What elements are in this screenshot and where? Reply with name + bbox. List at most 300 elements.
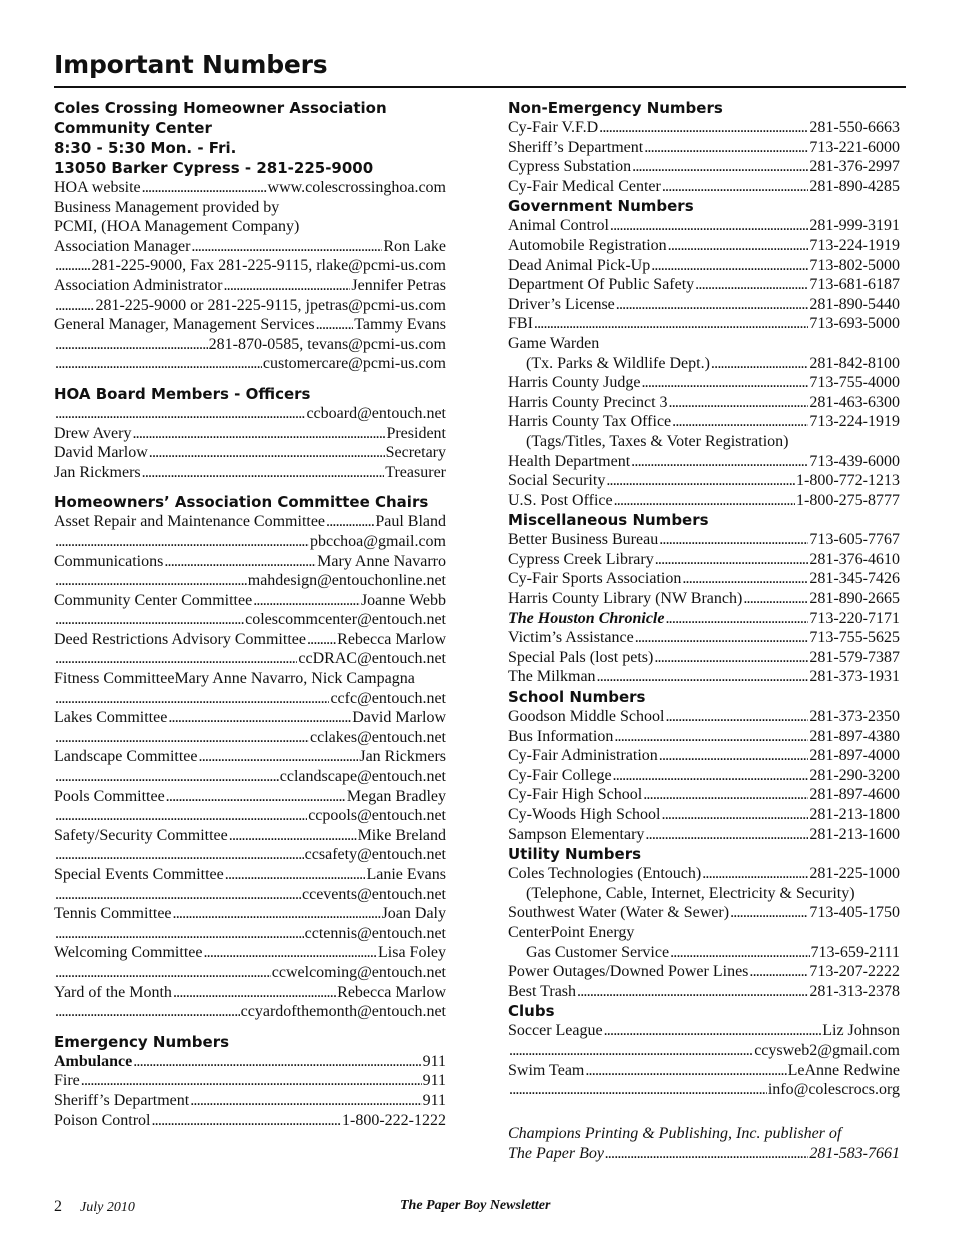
coles-tech-note: (Telephone, Cable, Internet, Electricity & Security) bbox=[526, 884, 855, 902]
row-value: mahdesign@entouchonline.net bbox=[247, 572, 446, 590]
tax-office-note: (Tags/Titles, Taxes & Voter Registration) bbox=[526, 432, 789, 450]
row-value: ccyardofthemonth@entouch.net bbox=[240, 1003, 446, 1021]
emergency-row bbox=[54, 1091, 446, 1111]
dot-leader bbox=[203, 943, 377, 963]
row-value: colescommcenter@entouch.net bbox=[245, 611, 446, 629]
issue-date: July 2010 bbox=[80, 1200, 135, 1215]
row-label: Social Security bbox=[508, 472, 606, 490]
row-label: Deed Restrictions Advisory Committee bbox=[54, 630, 306, 648]
row-label: Goodson Middle School bbox=[508, 708, 665, 726]
game-warden-row: (Tx. Parks & Wildlife Dept.) . . . 281-842-8100 bbox=[508, 354, 900, 374]
government-list bbox=[508, 216, 900, 334]
row-value: 281-890-4285 bbox=[809, 177, 900, 195]
gm-row: General Manager, Management Services . . . Tammy Evans bbox=[54, 315, 446, 335]
row-label: Better Business Bureau bbox=[508, 531, 659, 549]
row-value: 713-755-4000 bbox=[809, 374, 900, 392]
dot-leader bbox=[55, 924, 304, 944]
row-value: 281-897-4600 bbox=[809, 786, 900, 804]
row-value: 713-693-5000 bbox=[809, 315, 900, 333]
row-label: Asset Repair and Maintenance Committee bbox=[54, 513, 326, 531]
mgmt-line-1: Business Management provided by bbox=[54, 198, 280, 216]
non-emergency-list bbox=[508, 118, 900, 196]
row-value: Jan Rickmers bbox=[359, 748, 446, 766]
row-value: Mike Breland bbox=[357, 826, 446, 844]
school-heading: School Numbers bbox=[508, 688, 646, 707]
dot-leader bbox=[743, 589, 808, 609]
dot-leader bbox=[665, 609, 808, 629]
committee-row bbox=[54, 512, 446, 532]
misc-row bbox=[508, 667, 900, 687]
row-label: Cy-Fair V.F.D bbox=[508, 119, 599, 136]
row-value: Mary Anne Navarro bbox=[317, 552, 446, 570]
school-row bbox=[508, 766, 900, 786]
row-label: Sheriff’s Department bbox=[508, 138, 644, 156]
dot-leader bbox=[659, 530, 808, 550]
emergency-row bbox=[54, 1071, 446, 1091]
committee-email-row bbox=[54, 924, 446, 944]
government-row bbox=[508, 491, 900, 511]
row-label: Harris County Tax Office bbox=[508, 413, 672, 431]
hoa-address: 13050 Barker Cypress - 281-225-9000 bbox=[54, 159, 374, 177]
dot-leader bbox=[307, 630, 336, 650]
committee-row bbox=[54, 708, 446, 728]
committee-email-row bbox=[54, 806, 446, 826]
misc-row bbox=[508, 628, 900, 648]
customer-care-row: . . . customercare@pcmi-us.com bbox=[54, 354, 446, 374]
dot-leader bbox=[614, 727, 808, 747]
committee-row bbox=[54, 865, 446, 885]
page-number: 2 bbox=[54, 1198, 62, 1215]
row-value: ccwelcoming@entouch.net bbox=[271, 963, 446, 981]
row-label: Fitness Committee bbox=[54, 670, 175, 688]
board-email-row: . . . ccboard@entouch.net bbox=[54, 404, 446, 424]
school-row bbox=[508, 727, 900, 747]
row-value: ccevents@entouch.net bbox=[301, 885, 446, 903]
government-row bbox=[508, 295, 900, 315]
row-label: Sheriff’s Department bbox=[54, 1091, 190, 1109]
row-value: ccsafety@entouch.net bbox=[304, 846, 446, 864]
dot-leader bbox=[668, 236, 809, 256]
hoa-heading-2: Community Center bbox=[54, 119, 212, 137]
row-label: U.S. Post Office bbox=[508, 491, 613, 509]
row-value: 713-221-6000 bbox=[809, 138, 900, 156]
non-emergency-row bbox=[508, 177, 900, 197]
board-list bbox=[54, 424, 446, 483]
swim-row: Swim Team . . . LeAnne Redwine bbox=[508, 1061, 900, 1081]
page-title: Important Numbers bbox=[54, 50, 328, 79]
row-label: Victim’s Assistance bbox=[508, 629, 634, 647]
committee-email-row bbox=[54, 532, 446, 552]
dot-leader bbox=[55, 689, 329, 709]
dot-leader bbox=[654, 648, 808, 668]
dot-leader bbox=[55, 845, 304, 865]
committee-email-row bbox=[54, 885, 446, 905]
government-row bbox=[508, 452, 900, 472]
centerpoint-title: CenterPoint Energy bbox=[508, 923, 635, 941]
row-label: David Marlow bbox=[54, 444, 148, 462]
dot-leader bbox=[199, 747, 359, 767]
dot-leader bbox=[166, 787, 346, 807]
row-value: 281-999-3191 bbox=[809, 217, 900, 235]
power-outage-row: Power Outages/Downed Power Lines . . . 713-207-2222 bbox=[508, 962, 900, 982]
misc-row bbox=[508, 609, 900, 629]
row-label: Cy-Fair High School bbox=[508, 786, 643, 804]
dot-leader bbox=[133, 1052, 421, 1072]
footer-left bbox=[54, 1198, 135, 1216]
row-label: Tennis Committee bbox=[54, 905, 172, 923]
row-value: 281-373-2350 bbox=[809, 708, 900, 726]
row-value: ccfc@entouch.net bbox=[330, 689, 446, 707]
credit-line-1: Champions Printing & Publishing, Inc. publisher of bbox=[508, 1125, 842, 1142]
committee-email-row bbox=[54, 610, 446, 630]
misc-row bbox=[508, 589, 900, 609]
row-label: Pools Committee bbox=[54, 787, 165, 805]
mgmt-line-2: PCMI, (HOA Management Company) bbox=[54, 218, 300, 236]
committee-row bbox=[54, 747, 446, 767]
government-list-3 bbox=[508, 452, 900, 511]
committee-email-row bbox=[54, 1002, 446, 1022]
dot-leader bbox=[55, 610, 244, 630]
government-heading: Government Numbers bbox=[508, 197, 694, 216]
school-row bbox=[508, 746, 900, 766]
gas-service-row: Gas Customer Service . . . 713-659-2111 bbox=[508, 943, 900, 963]
southwest-water-row: Southwest Water (Water & Sewer) . . . 713-405-1750 bbox=[508, 903, 900, 923]
school-row bbox=[508, 825, 900, 845]
dot-leader bbox=[599, 118, 808, 138]
hoa-website-link: www.colescrossinghoa.com bbox=[267, 179, 446, 196]
row-value: 281-579-7387 bbox=[809, 648, 900, 666]
row-label: Ambulance bbox=[54, 1052, 133, 1070]
row-value: 713-224-1919 bbox=[809, 413, 900, 431]
row-label: Department Of Public Safety bbox=[508, 276, 695, 294]
gm-contact-row: . . . 281-870-0585, tevans@pcmi-us.com bbox=[54, 335, 446, 355]
publisher-credit bbox=[508, 1124, 900, 1164]
row-value: Lanie Evans bbox=[366, 866, 446, 883]
school-list bbox=[508, 707, 900, 844]
dot-leader bbox=[55, 806, 307, 826]
row-value: 281-376-2997 bbox=[809, 158, 900, 176]
row-value: 713-681-6187 bbox=[809, 276, 900, 294]
row-label: Cy-Fair Administration bbox=[508, 747, 658, 765]
title-rule bbox=[54, 86, 906, 88]
coles-tech-row: Coles Technologies (Entouch) . . . 281-225-1000 bbox=[508, 864, 900, 884]
row-value: pbcchoa@gmail.com bbox=[309, 532, 446, 550]
non-emergency-row bbox=[508, 138, 900, 158]
dot-leader bbox=[644, 138, 808, 158]
row-value: President bbox=[386, 424, 446, 442]
committee-email-row bbox=[54, 689, 446, 709]
dot-leader bbox=[190, 1091, 421, 1111]
row-label: Communications bbox=[54, 552, 164, 570]
dot-leader bbox=[55, 885, 301, 905]
dot-leader bbox=[132, 424, 385, 444]
dot-leader bbox=[151, 1111, 341, 1131]
misc-list bbox=[508, 530, 900, 687]
dot-leader bbox=[669, 393, 809, 413]
row-value: 281-213-1600 bbox=[809, 825, 900, 843]
row-value: 1-800-772-1213 bbox=[796, 472, 900, 490]
left-column bbox=[54, 98, 446, 1130]
dot-leader bbox=[651, 256, 808, 276]
dot-leader bbox=[168, 708, 351, 728]
row-value: 281-897-4380 bbox=[809, 727, 900, 745]
row-value: 281-213-1800 bbox=[809, 806, 900, 823]
row-label: Jan Rickmers bbox=[54, 463, 141, 481]
soccer-email-row: . . . ccysweb2@gmail.com bbox=[508, 1041, 900, 1061]
row-value: 911 bbox=[422, 1052, 446, 1070]
dot-leader bbox=[55, 963, 271, 983]
row-value: 713-802-5000 bbox=[809, 256, 900, 274]
committee-row bbox=[54, 630, 446, 650]
committee-email-row bbox=[54, 963, 446, 983]
dot-leader bbox=[606, 471, 795, 491]
dot-leader bbox=[142, 463, 385, 483]
row-value: Joan Daly bbox=[381, 905, 446, 923]
non-emergency-heading: Non-Emergency Numbers bbox=[508, 99, 723, 117]
game-warden-title: Game Warden bbox=[508, 334, 600, 352]
school-row bbox=[508, 805, 900, 825]
row-value: 281-290-3200 bbox=[809, 766, 900, 784]
row-value: Paul Bland bbox=[375, 513, 446, 531]
dot-leader bbox=[55, 1002, 240, 1022]
dot-leader bbox=[55, 767, 279, 787]
dot-leader bbox=[662, 805, 809, 825]
publication-name: The Paper Boy Newsletter bbox=[400, 1198, 551, 1213]
government-row bbox=[508, 314, 900, 334]
row-value: 281-890-5440 bbox=[809, 295, 900, 313]
row-label: Welcoming Committee bbox=[54, 944, 203, 962]
dot-leader bbox=[534, 314, 808, 334]
row-label: Poison Control bbox=[54, 1111, 151, 1129]
row-value: David Marlow bbox=[352, 709, 446, 727]
row-label: Cy-Fair Medical Center bbox=[508, 177, 661, 195]
best-trash-row: Best Trash . . . 281-313-2378 bbox=[508, 982, 900, 1002]
school-row bbox=[508, 707, 900, 727]
dot-leader bbox=[229, 826, 357, 846]
committee-row bbox=[54, 669, 446, 689]
misc-row bbox=[508, 569, 900, 589]
row-value: Lisa Foley bbox=[378, 944, 446, 962]
committee-row bbox=[54, 826, 446, 846]
row-label: The Milkman bbox=[508, 668, 596, 686]
committee-row bbox=[54, 904, 446, 924]
committee-row bbox=[54, 787, 446, 807]
dot-leader bbox=[645, 825, 808, 845]
row-label: The Houston Chronicle bbox=[508, 609, 665, 627]
row-label: Fire bbox=[54, 1072, 80, 1090]
dot-leader bbox=[225, 865, 366, 885]
row-label: Automobile Registration bbox=[508, 236, 667, 254]
dot-leader bbox=[662, 177, 809, 197]
misc-heading: Miscellaneous Numbers bbox=[508, 511, 709, 530]
row-value: ccDRAC@entouch.net bbox=[298, 650, 446, 668]
emergency-list bbox=[54, 1052, 446, 1130]
committees-heading: Homeowners’ Association Committee Chairs bbox=[54, 493, 429, 512]
dot-leader bbox=[641, 373, 808, 393]
manager-row: Association Manager . . . Ron Lake bbox=[54, 237, 446, 257]
dot-leader bbox=[164, 552, 316, 572]
government-row bbox=[508, 216, 900, 236]
dot-leader bbox=[81, 1071, 422, 1091]
dot-leader bbox=[635, 628, 809, 648]
dot-leader bbox=[253, 591, 360, 611]
row-label: Cy-Fair College bbox=[508, 766, 612, 784]
soccer-row: Soccer League . . . Liz Johnson bbox=[508, 1021, 900, 1041]
misc-row bbox=[508, 648, 900, 668]
non-emergency-row bbox=[508, 118, 900, 138]
committee-email-row bbox=[54, 767, 446, 787]
row-label: Cy-Fair Sports Association bbox=[508, 570, 682, 588]
dot-leader bbox=[173, 983, 336, 1003]
government-row bbox=[508, 256, 900, 276]
row-label: Landscape Committee bbox=[54, 748, 198, 766]
board-member-row bbox=[54, 424, 446, 444]
board-member-row bbox=[54, 443, 446, 463]
dot-leader bbox=[149, 443, 385, 463]
board-heading: HOA Board Members - Officers bbox=[54, 384, 311, 403]
dot-leader bbox=[173, 904, 381, 924]
dot-leader bbox=[655, 550, 809, 570]
row-value: 281-463-6300 bbox=[809, 393, 900, 411]
row-label: Yard of the Month bbox=[54, 983, 172, 1001]
row-value: 911 bbox=[422, 1091, 446, 1109]
dot-leader bbox=[695, 275, 808, 295]
row-label: FBI bbox=[508, 315, 533, 333]
row-value: Megan Bradley bbox=[346, 787, 446, 805]
school-row bbox=[508, 785, 900, 805]
hoa-heading-1: Coles Crossing Homeowner Association bbox=[54, 99, 387, 117]
manager-contact-row: . . . 281-225-9000, Fax 281-225-9115, rlake@pcmi-us.com bbox=[54, 256, 446, 276]
dot-leader bbox=[55, 728, 309, 748]
row-label: Sampson Elementary bbox=[508, 825, 645, 843]
row-label: Cypress Creek Library bbox=[508, 550, 654, 568]
dot-leader bbox=[632, 157, 808, 177]
committee-row bbox=[54, 591, 446, 611]
row-label: Community Center Committee bbox=[54, 591, 253, 609]
row-label: Special Events Committee bbox=[54, 866, 224, 883]
row-value: Secretary bbox=[385, 444, 446, 462]
row-label: Driver’s License bbox=[508, 295, 615, 313]
government-list-2 bbox=[508, 373, 900, 432]
committee-email-row bbox=[54, 571, 446, 591]
non-emergency-row bbox=[508, 157, 900, 177]
row-value: 281-890-2665 bbox=[809, 590, 900, 608]
dot-leader bbox=[631, 452, 808, 472]
row-value: cclakes@entouch.net bbox=[309, 728, 446, 746]
board-member-row bbox=[54, 463, 446, 483]
row-value: Rebecca Marlow bbox=[337, 630, 446, 648]
row-label: Cypress Substation bbox=[508, 158, 632, 176]
row-value: 713-220-7171 bbox=[809, 609, 900, 627]
row-label: Bus Information bbox=[508, 727, 614, 745]
row-value: cclandscape@entouch.net bbox=[279, 768, 446, 786]
utility-heading: Utility Numbers bbox=[508, 845, 642, 864]
row-value: 1-800-275-8777 bbox=[796, 491, 900, 509]
admin-contact-row: . . . 281-225-9000 or 281-225-9115, jpetras@pcmi-us.com bbox=[54, 296, 446, 316]
row-label: Lakes Committee bbox=[54, 709, 168, 727]
government-row bbox=[508, 236, 900, 256]
admin-row: Association Administrator . . . Jennifer Petras bbox=[54, 276, 446, 296]
row-value: 713-439-6000 bbox=[809, 452, 900, 470]
committee-email-row bbox=[54, 728, 446, 748]
row-value: 281-897-4000 bbox=[809, 747, 900, 765]
credit-line-2: The Paper Boy . . . 281-583-7661 bbox=[508, 1144, 900, 1164]
dot-leader bbox=[610, 216, 808, 236]
dot-leader bbox=[616, 295, 809, 315]
row-value: 281-550-6663 bbox=[809, 119, 900, 136]
dot-leader bbox=[682, 569, 808, 589]
right-column bbox=[508, 98, 900, 1100]
government-row bbox=[508, 373, 900, 393]
row-value: 713-224-1919 bbox=[809, 236, 900, 254]
row-label: Cy-Woods High School bbox=[508, 806, 661, 823]
row-label: Dead Animal Pick-Up bbox=[508, 256, 651, 274]
committee-row bbox=[54, 983, 446, 1003]
committee-list bbox=[54, 512, 446, 1021]
clubs-heading: Clubs bbox=[508, 1002, 555, 1021]
dot-leader bbox=[614, 491, 795, 511]
government-row bbox=[508, 471, 900, 491]
row-value: 281-373-1931 bbox=[809, 668, 900, 686]
row-label: Safety/Security Committee bbox=[54, 826, 228, 844]
row-label: Harris County Library (NW Branch) bbox=[508, 590, 743, 608]
row-value: Treasurer bbox=[385, 463, 446, 481]
row-value: 911 bbox=[422, 1072, 446, 1090]
emergency-row bbox=[54, 1111, 446, 1131]
hoa-hours: 8:30 - 5:30 Mon. - Fri. bbox=[54, 139, 237, 157]
row-label: Special Pals (lost pets) bbox=[508, 648, 654, 666]
row-value: Rebecca Marlow bbox=[337, 983, 446, 1001]
committee-row bbox=[54, 943, 446, 963]
dot-leader bbox=[597, 667, 809, 687]
swim-email-row: . . . info@colescrocs.org bbox=[508, 1080, 900, 1100]
dot-leader bbox=[55, 532, 309, 552]
misc-row bbox=[508, 530, 900, 550]
dot-leader bbox=[672, 412, 808, 432]
misc-row bbox=[508, 550, 900, 570]
committee-row bbox=[54, 552, 446, 572]
committee-email-row bbox=[54, 845, 446, 865]
row-value: Mary Anne Navarro, Nick Campagna bbox=[174, 670, 415, 688]
government-row bbox=[508, 412, 900, 432]
row-value: 281-376-4610 bbox=[809, 550, 900, 568]
row-value: 281-345-7426 bbox=[809, 570, 900, 588]
row-value: 1-800-222-1222 bbox=[342, 1111, 446, 1129]
row-value: 713-605-7767 bbox=[809, 531, 900, 549]
dot-leader bbox=[659, 746, 809, 766]
emergency-heading: Emergency Numbers bbox=[54, 1032, 230, 1051]
row-label: Animal Control bbox=[508, 217, 609, 235]
row-value: ccpools@entouch.net bbox=[308, 807, 446, 825]
row-value: Joanne Webb bbox=[360, 591, 446, 609]
dot-leader bbox=[643, 785, 808, 805]
dot-leader bbox=[665, 707, 808, 727]
dot-leader bbox=[55, 649, 297, 669]
row-value: 713-755-5625 bbox=[809, 629, 900, 647]
committee-email-row bbox=[54, 649, 446, 669]
dot-leader bbox=[55, 571, 247, 591]
dot-leader bbox=[613, 766, 809, 786]
row-value: cctennis@entouch.net bbox=[304, 924, 446, 942]
row-label: Harris County Precinct 3 bbox=[508, 393, 668, 411]
government-row bbox=[508, 393, 900, 413]
government-row bbox=[508, 275, 900, 295]
dot-leader bbox=[326, 512, 374, 532]
row-label: Health Department bbox=[508, 452, 631, 470]
hoa-website-row: HOA website . . . www.colescrossinghoa.com bbox=[54, 178, 446, 198]
row-label: Drew Avery bbox=[54, 424, 132, 442]
row-label: Harris County Judge bbox=[508, 374, 641, 392]
